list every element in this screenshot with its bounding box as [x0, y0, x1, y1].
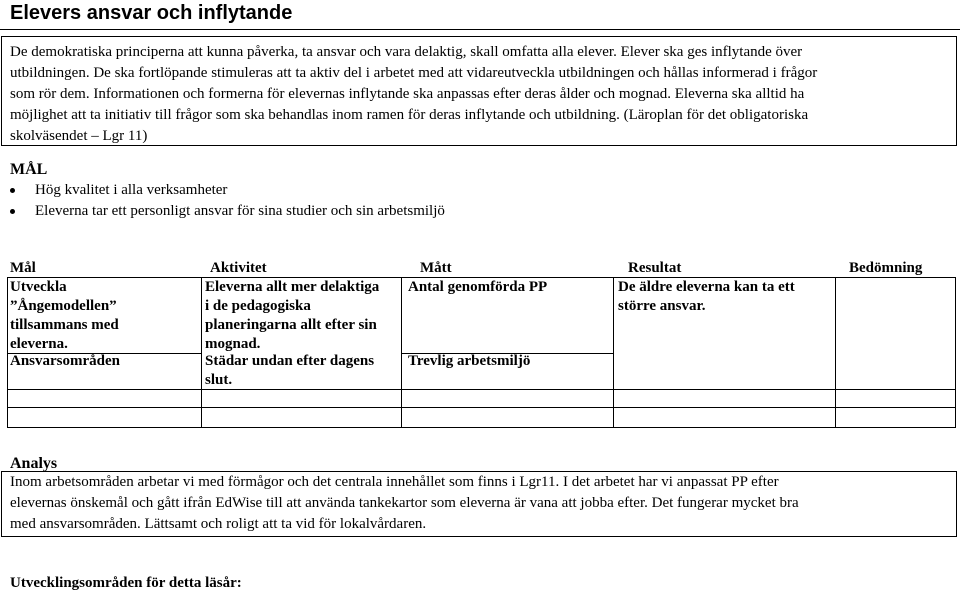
col-header-matt: Mått — [420, 260, 452, 276]
table-rule — [7, 407, 956, 408]
cell-line: Trevlig arbetsmiljö — [408, 353, 531, 369]
cell-line: tillsammans med — [10, 317, 119, 333]
analys-line: Inom arbetsområden arbetar vi med förmågor och det centrala innehållet som finns i Lgr11. I det arbetet har vi anpassat PP efter — [10, 474, 779, 490]
table-cell-resultat — [618, 278, 832, 316]
cell-line: Eleverna allt mer delaktiga — [205, 279, 380, 295]
analys-line: elevernas önskemål och gått ifrån EdWise till att använda tankekartor som eleverna är vana att jobba efter. Det fungerar mycket bra — [10, 495, 799, 511]
table-cell-matt — [408, 278, 611, 297]
col-header-resultat: Resultat — [628, 260, 682, 276]
cell-line: planeringarna allt efter sin — [205, 317, 377, 333]
cell-line: Utveckla — [10, 279, 67, 295]
table-rule — [7, 427, 956, 428]
table-rule — [955, 277, 956, 428]
cell-line: ”Ångemodellen” — [10, 298, 117, 314]
page-title: Elevers ansvar och inflytande — [10, 2, 293, 24]
intro-line: möjlighet att ta initiativ till frågor som ska behandlas inom ramen för deras inflytande och utbildning. (Läroplan för det obligatoriska — [10, 107, 809, 123]
cell-line: Städar undan efter dagens — [205, 353, 375, 369]
goal-table — [7, 257, 956, 428]
table-cell-matt — [408, 352, 611, 371]
intro-paragraph — [10, 42, 956, 147]
table-rule — [613, 277, 614, 428]
table-cell-aktivitet — [205, 278, 399, 354]
table-cell-aktivitet — [205, 352, 399, 390]
intro-line: De demokratiska principerna att kunna påverka, ta ansvar och vara delaktig, skall omfatta alla elever. Elever ska ges inflytande över — [10, 44, 803, 60]
col-header-aktivitet: Aktivitet — [210, 260, 267, 276]
cell-line: i de pedagogiska — [205, 298, 311, 314]
table-rule — [201, 277, 202, 428]
table-cell-mal — [10, 278, 198, 354]
development-heading: Utvecklingsområden för detta läsår: — [10, 575, 242, 591]
goal-item — [10, 201, 445, 222]
goal-text: Hög kvalitet i alla verksamheter — [35, 182, 228, 198]
analys-line: med ansvarsområden. Lättsamt och roligt att ta vid för lokalvårdaren. — [10, 516, 427, 532]
title-divider — [0, 29, 960, 30]
cell-line: eleverna. — [10, 336, 68, 352]
intro-line: som rör dem. Informationen och formerna för elevernas inflytande ska anpassas efter deras ålder och mognad. Eleverna ska alltid ha — [10, 86, 805, 102]
goals-list — [10, 180, 445, 222]
cell-line: Ansvarsområden — [10, 353, 121, 369]
cell-line: De äldre eleverna kan ta ett — [618, 279, 795, 295]
table-rule — [835, 277, 836, 428]
col-header-bedomning: Bedömning — [849, 260, 923, 276]
goal-text: Eleverna tar ett personligt ansvar för sina studier och sin arbetsmiljö — [35, 203, 445, 219]
col-header-mal: Mål — [10, 260, 36, 276]
cell-line: mognad. — [205, 336, 261, 352]
intro-line: utbildningen. De ska fortlöpande stimuleras att ta aktiv del i arbetet med att vidareutveckla utbildningen och hållas informerad i frågor — [10, 65, 818, 81]
bullet-icon — [10, 188, 15, 193]
cell-line: Antal genomförda PP — [408, 279, 548, 295]
table-rule — [7, 277, 8, 428]
goal-item — [10, 180, 445, 201]
intro-line: skolväsendet – Lgr 11) — [10, 128, 148, 144]
table-cell-mal — [10, 352, 198, 371]
analys-paragraph — [10, 472, 799, 535]
table-rule — [401, 277, 402, 428]
cell-line: större ansvar. — [618, 298, 706, 314]
cell-line: slut. — [205, 372, 233, 388]
analys-heading: Analys — [10, 455, 58, 472]
bullet-icon — [10, 209, 15, 214]
goals-heading: MÅL — [10, 161, 48, 178]
table-rule — [7, 389, 956, 390]
